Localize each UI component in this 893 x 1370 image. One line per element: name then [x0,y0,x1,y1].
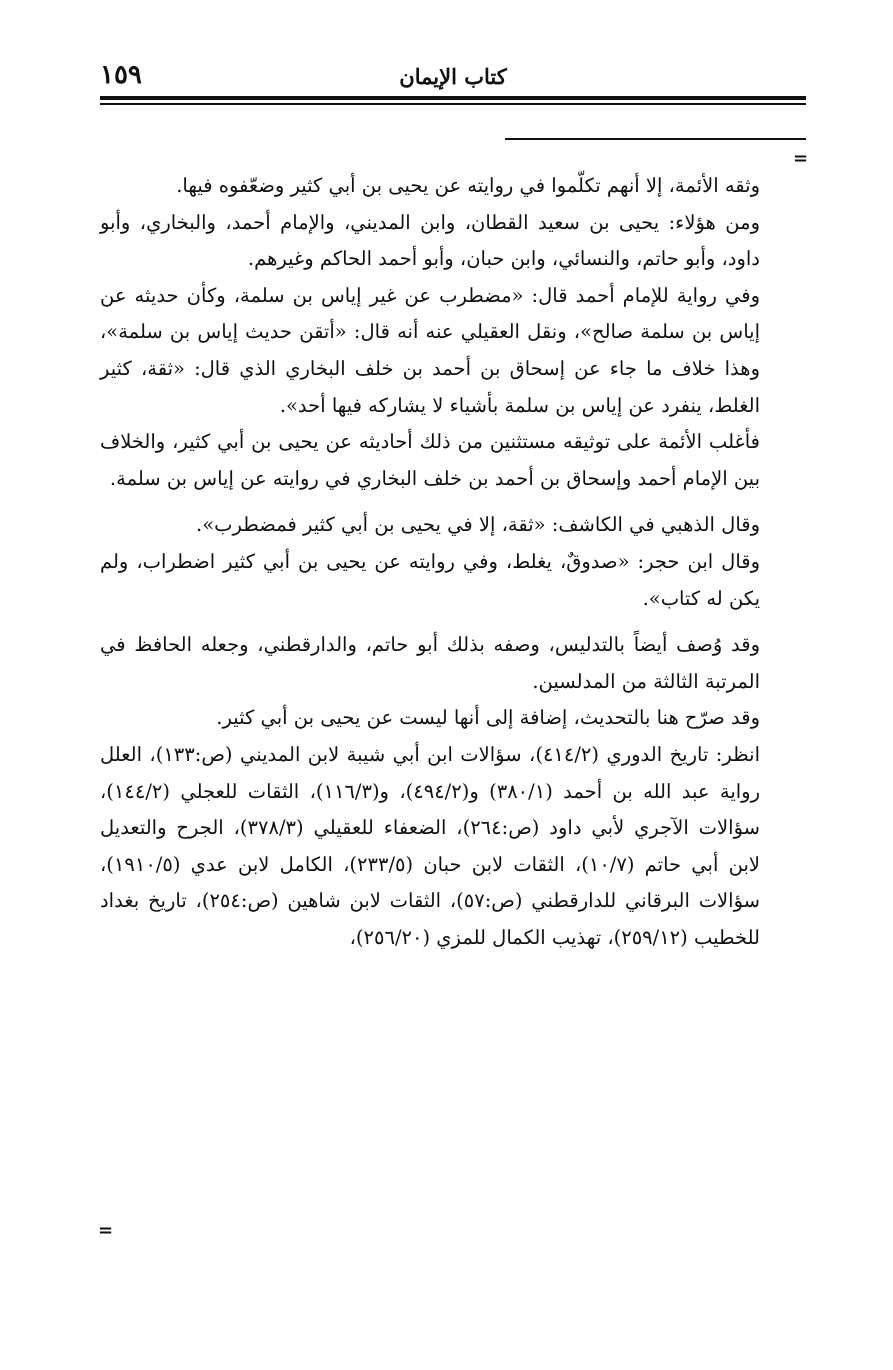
footnote-paragraph-3: وفي رواية للإمام أحمد قال: «مضطرب عن غير إياس بن سلمة، وكأن حديثه عن إياس بن سلمة صالح»، ونقل العقيلي عنه أنه قال: «أتقن حديث إياس بن سلمة»، وهذا خلاف ما جاء عن إسحاق بن أحمد بن خلف البخاري الذي قال: «ثقة، كثير الغلط، ينفرد عن إياس بن سلمة بأشياء لا يشاركه فيها أحد». [100,283,760,417]
footnote-paragraph-8: وقد صرّح هنا بالتحديث، إضافة إلى أنها ليست عن يحيى بن أبي كثير. [216,706,760,730]
continuation-marker-bottom: = [98,1220,114,1241]
continuation-marker-top: = [793,148,809,169]
chapter-title: كتاب الإيمان [399,64,507,89]
header-rule-thick [100,96,806,100]
footnote-paragraph-7: وقد وُصف أيضاً بالتدليس، وصفه بذلك أبو حاتم، والدارقطني، وجعله الحافظ في المرتبة الثالثة من المدلسين. [100,633,760,693]
running-head [100,58,806,98]
footnote-paragraph-4: فأغلب الأئمة على توثيقه مستثنين من ذلك أحاديثه عن يحيى بن أبي كثير، والخلاف بين الإمام أحمد وإسحاق بن أحمد بن خلف البخاري في روايته عن إياس بن سلمة. [100,430,760,490]
footnote-text [100,168,760,956]
footnote-paragraph-5: وقال الذهبي في الكاشف: «ثقة، إلا في يحيى بن أبي كثير فمضطرب». [196,513,760,537]
footnote-paragraph-1: وثقه الأئمة، إلا أنهم تكلّموا في روايته عن يحيى بن أبي كثير وضعّفوه فيها. [176,174,760,197]
header-rule-thin [100,103,806,105]
footnote-paragraph-2: ومن هؤلاء: يحيى بن سعيد القطان، وابن المديني، والإمام أحمد، والبخاري، وأبو داود، وأبو حاتم، والنسائي، وابن حبان، وأبو أحمد الحاكم وغيرهم. [100,210,760,271]
footnote-paragraph-9: انظر: تاريخ الدوري (٤١٤/٢)، سؤالات ابن أبي شيبة لابن المديني (ص:١٣٣)، العلل رواية عبد الله بن أحمد (٣٨٠/١) و(٤٩٤/٢)، و(١١٦/٣)، الثقات للعجلي (١٤٤/٢)، سؤالات الآجري لأبي داود (ص:٢٦٤)، الضعفاء للعقيلي (٣٧٨/٣)، الجرح والتعديل لابن أبي حاتم (١٠/٧)، الثقات لابن حبان (٢٣٣/٥)، الكامل لابن عدي (١٩١٠/٥)، سؤالات البرقاني للدارقطني (ص:٥٧)، الثقات لابن شاهين (ص:٢٥٤)، تاريخ بغداد للخطيب (٢٥٩/١٢)، تهذيب الكمال للمزي (٢٥٦/٢٠)، [100,742,761,949]
footnote-separator [505,138,806,140]
page-number: ١٥٩ [100,60,142,90]
footnote-paragraph-6: وقال ابن حجر: «صدوقٌ، يغلط، وفي روايته عن يحيى بن أبي كثير اضطراب، ولم يكن له كتاب». [100,549,760,610]
